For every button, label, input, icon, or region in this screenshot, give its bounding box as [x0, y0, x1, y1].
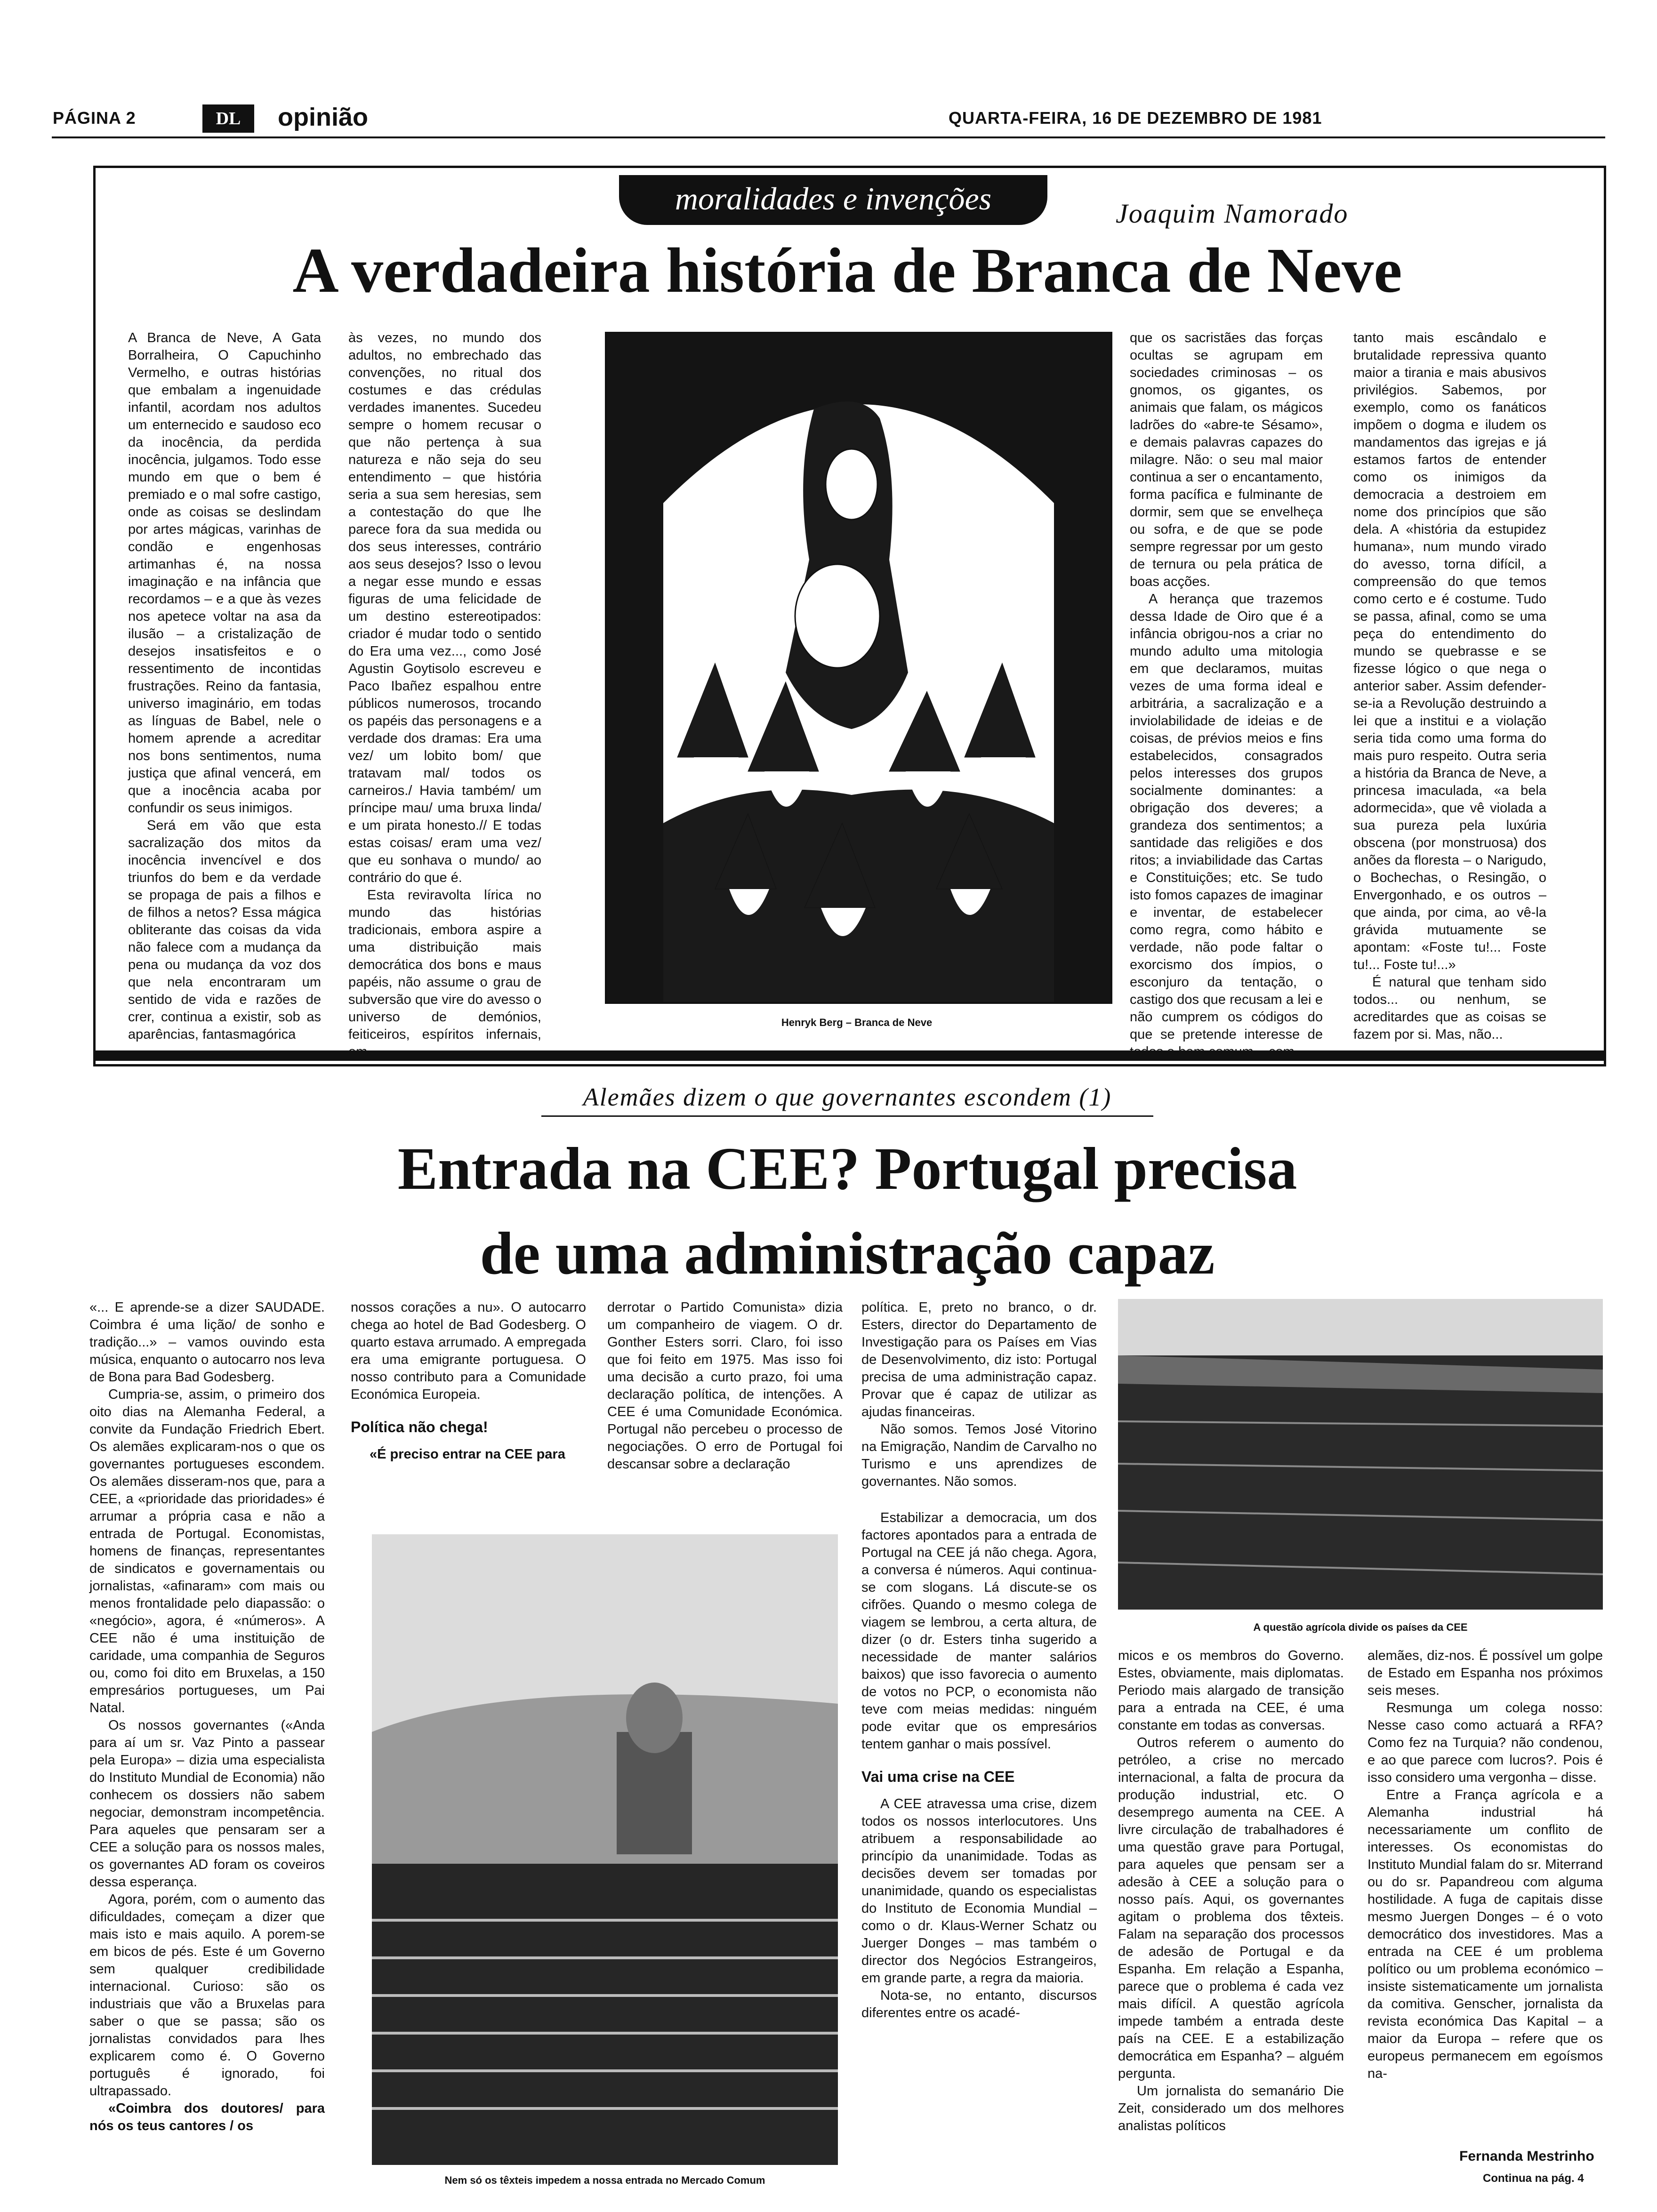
field-photo: [1118, 1299, 1603, 1610]
article2-col2: nossos corações a nu». O autocarro chega ao hotel de Bad Godesberg. O quarto estava arrumado. A empregada era uma emigrante portuguesa. O nosso contributo para a Comunidade Económica Europeia. Política não chega! «É preciso entrar na CEE para: [351, 1300, 586, 1462]
illustration-frame: [605, 332, 1112, 1004]
subhead-crise: Vai uma crise na CEE: [861, 1768, 1015, 1785]
continued-note: Continua na pág. 4: [1483, 2172, 1584, 2185]
subhead-politica: Política não chega!: [351, 1419, 488, 1435]
article-author: Joaquim Namorado: [1116, 198, 1349, 229]
article2-col6: alemães, diz-nos. É possível um golpe de Estado em Espanha nos próximos seis meses. Resmunga um colega nosso: Nesse caso como actuará a RFA? Como fez na Turquia? não condenou, e ao que parece com lucros?. Pois é isso considero uma vergonha – disse. Entre a França agrícola e a Alemanha industrial há necessariamente um conflito de interesses. Os economistas do Instituto Mundial falam do sr. Miterrand ou do sr. Papandreou com alguma hostilidade. A fuga de capitais disse mesmo Juergen Donges – é o voto democrático dos investidores. Mas a entrada na CEE é um problema político ou um problema económico – insiste sistematicamente um jornalista da comitiva. Genscher, jornalista da revista económica Das Kapital – a maior da Europa – refere que os europeus permanecem em egoísmos na-: [1367, 1648, 1603, 2081]
article1-col3: que os sacristães das forças ocultas se agrupam em sociedades criminosas – os gnomos, os gigantes, os animais que falam, os mágicos ladrões do «abre-te Sésamo», e demais palavras capazes do milagre. Não: o seu mal maior continua a ser o encantamento, forma pacífica e fulminante de dormir, sem que se envelheça ou sofra, e de que se pode sempre regressar por um gesto de ternura ou pela prática de boas acções. A herança que trazemos dessa Idade de Oiro que é a infância obrigou-nos a criar no mundo adulto uma mitologia em que declaramos, muitas vezes de uma forma ideal e arbitrária, a sacralização e a inviolabilidade de ideias e de coisas, de prévios meios e fins estabelecidos, consagrados pelos interesses dos grupos socialmente dominantes: a obrigação dos deveres; a grandeza dos sentimentos; a santidade das religiões e dos ritos; a inviabilidade das Cartas e Constituições; etc. Se tudo isto fomos capazes de imaginar e inventar, de estabelecer como regra, como hábito e verdade, não pode faltar o exorcismo dos ímpios, o esconjuro da tentação, o castigo dos que recusam a lei e não cumprem os códigos do que se pretende interesse de: [1130, 330, 1323, 1042]
article2-col5: micos e os membros do Governo. Estes, obviamente, mais diplomatas. Periodo mais alargado de transição para a entrada na CEE, é uma constante em todas as conversas. Outros referem o aumento do petróleo, a crise no mercado internacional, a falta de procura da produção industrial, etc. O desemprego aumenta na CEE. A livre circulação de trabalhadores é uma questão grave para Portugal, para aqueles que pensam ser a adesão à CEE a solução para o nosso país. Aqui, os governantes agitam o problema dos têxteis. Falam na separação dos processos de adesão de Portugal e da Espanha. Em relação a Espanha, parece que o problema é cada vez mais difícil. A questão agrícola impede também a entrada deste país na CEE. E a estabilização democrática em Espanha? – alguém pergunta. Um jornalista do semanário Die Zeit, considerado um dos melhores analistas políticos: [1118, 1648, 1344, 2133]
article2-col3: derrotar o Partido Comunista» dizia um companheiro de viagem. O dr. Gonther Esters sorri. Claro, foi isso que foi feito em 1975. Mas isso foi uma decisão a curto prazo, foi uma declaração política, de intenções. A CEE é uma Comunidade Económica. Portugal não percebeu o processo de negociações. O erro de Portugal foi descansar sobre a declaração: [607, 1300, 843, 1472]
article2-byline: Fernanda Mestrinho: [1459, 2148, 1594, 2164]
newspaper-logo: DL: [202, 104, 254, 133]
factory-photo: [372, 1534, 838, 2165]
article2-col1: «... E aprende-se a dizer SAUDADE. Coimbra é uma lição/ de sonho e tradição...» – vamos ouvindo esta música, enquanto o autocarro nos leva de Bona para Bad Godesberg. Cumpria-se, assim, o primeiro dos oito dias na Alemanha Federal, a convite da Fundação Friedrich Ebert. Os alemães explicaram-nos o que os governantes portugueses escondem. Os alemães disseram-nos que, para a CEE, a «prioridade das prioridades» é arrumar a própria casa e não a entrada de Portugal. Economistas, homens de finanças, representantes de sindicatos e governamentais ou jornalistas, «afinaram» com mais ou menos frontalidade pelo diapassão: o «negócio», agora, é «números». A CEE não é uma instituição de caridade, uma companhia de Seguros ou, como foi dito em Bruxelas, a 150 empresários portugueses, um Pai Natal. Os nossos governantes («Anda para aí um sr. Vaz Pinto a passear pela Europa» – dizia uma especialista do Instituto Mundial de Economia) não conhecem os dossiers não sabem negociar, demonstram incompetência. Para aqueles que pensaram ser a CEE a solução para os nossos males, os governantes AD foram os coveiros dessa esperança. Agora, porém, com o aumento das dificuldades, começam a dizer que mais isto e mais aquilo. A porem-se em bicos de pés. Este é um Governo sem qualquer credibilidade internacional. Curioso: são os industriais que vão a Bruxelas para saber o que se passa; são os jornalistas convidados para lhes explicarem como é. O Governo português é ignorado, foi ultrapassado. «Coimbra dos doutores/ para nós os teus cantores / os: [89, 1300, 325, 2133]
article2-kicker: Alemães dizem o que governantes escondem (1): [541, 1082, 1153, 1117]
page-number: PÁGINA 2: [53, 108, 136, 128]
field-photo-image: [1118, 1299, 1603, 1610]
article2-headline-line1: Entrada na CEE? Portugal precisa: [397, 1135, 1297, 1202]
article2-headline-line2: de uma administração capaz: [480, 1220, 1215, 1287]
section-rule-thick: [93, 1050, 1606, 1061]
section-title: opinião: [278, 103, 368, 131]
article-headline: A verdadeira história de Branca de Neve: [292, 235, 1402, 306]
factory-photo-image: [372, 1534, 838, 2165]
column-banner: moralidades e invenções: [619, 175, 1047, 225]
article1-col4: tanto mais escândalo e brutalidade repressiva quanto maior a tirania e mais abusivos privilégios. Sabemos, por exemplo, como os fanáticos impõem o dogma e iludem os mandamentos das igrejas e já estamos fartos de entender como os inimigos da democracia a destroiem em nome dos princípios que são dela. A «história da estupidez humana», num mundo virado do avesso, torna difícil, a compreensão do que temos como certo e é costume. Tudo se passa, afinal, como se uma peça do entendimento do mundo se quebrasse e se fizesse lógico o que nega o anterior saber. Assim defender-se-ia a Revolução destruindo a lei que a institui e a violação seria tida como uma forma do mais puro respeito. Outra seria a história da Branca de Neve, a princesa imaculada, «a bela adormecida», que vê violada a sua pureza pela luxúria obscena (por monstruosa) dos anões da floresta – o Narigudo, o Bochechas, o Resingão, o Envergonhado, e os outros – que ainda, por cima, ao vê-la grávida mutuamente se apontam: «Foste tu!... Foste tu!... Foste tu!...» É natural que tenham sido todos... ou nenhum, se acreditardes que as coisas se fazem por si. Mas, não...: [1353, 330, 1546, 1042]
article2-col4: política. E, preto no branco, o dr. Esters, director do Departamento de Investigação para os Países em Vias de Desenvolvimento, diz isto: Portugal precisa de uma administração capaz. Provar que é capaz de utilizar as ajudas financeiras. Não somos. Temos José Vitorino na Emigração, Nandim de Carvalho no Turismo e uns aprendizes de governantes. Não somos. Estabilizar a democracia, um dos factores apontados para a entrada de Portugal na CEE já não chega. Agora, a conversa é números. Aqui continua-se com slogans. Lá discute-se os cifrões. Quando o mesmo colega de viagem se lembrou, a certa altura, de dizer (o dr. Esters tinha sugerido a necessidade de manter salários baixos) que isso favorecia o aumento de votos no PCP, o economista não teve com meias medidas: ninguém pode evitar que os empresários tentem ganhar o mais possível. Vai uma crise na CEE A CEE atravessa uma crise, dizem todos os nossos interlocutores. Uns atribuem a responsabilidade ao princípio da unanimidade. Todas as decisões devem ser tomadas por unanimidade, quando os especialistas do Instituto de Economia Mundial – como o dr. Klaus-Werner Schatz ou Juerger Donges – mas também o director dos Negócios Estrangeiros, em grande parte, a regra da maioria. Nota-se, no entanto, discursos diferentes entre os acadé-: [861, 1300, 1097, 2020]
article1-col1: A Branca de Neve, A Gata Borralheira, O Capuchinho Vermelho, e outras histórias que embalam a ingenuidade infantil, acordam nos adultos um enternecido e saudoso eco da inocência, da perdida inocência, julgamos. Todo esse mundo em que o bem é premiado e o mal sofre castigo, onde as coisas se deslindam por artes mágicas, varinhas de condão e engenhosas artimanhas é, na nossa imaginação e na infância que recordamos – e a que às vezes nos apetece voltar na asa da ilusão – a cristalização de desejos insatisfeitos e o ressentimento de incontidas frustrações. Reino da fantasia, universo imaginário, em todas as línguas de Babel, nele o homem aprende a acreditar nos bons sentimentos, numa justiça que afinal vencerá, em que a inocência acaba por confundir os seus inimigos. Será em vão que esta sacralização dos mitos da inocência invencível e dos triunfos do bem e da verdade se propaga de pais a filhos e de filhos a netos? Essa mágica obliterante das coisas da vida não falece com a mudança da pena ou mudança da voz dos que nela encontraram um sentido de vida e razões de crer, continua a existir, sob as aparências, fantasmagórica: [128, 330, 321, 1042]
issue-date: QUARTA-FEIRA, 16 DE DEZEMBRO DE 1981: [949, 108, 1322, 128]
article1-col2: às vezes, no mundo dos adultos, no embrechado das convenções, no ritual dos costumes e das crédulas verdades imanentes. Sucedeu sempre o homem recusar o que não pertença à sua natureza e não seja do seu entendimento – que história seria a sua sem heresias, sem a contestação do que lhe parece fora da sua medida ou dos seus interesses, contrário aos seus desejos? Isso o levou a negar esse mundo e essas figuras de uma felicidade de um destino estereotipados: criador é mudar todo o sentido do Era uma vez..., como José Agustin Goytisolo escreveu e Paco Ibañez espalhou entre públicos numerosos, trocando os papéis das personagens e a verdade dos dramas: Era uma vez/ um lobito bom/ que tratavam mal/ todos os carneiros./ Havia também/ um príncipe mau/ uma bruxa linda/ e um pirata honesto.// E todas estas coisas/ eram uma vez/ que eu sonhava o mundo/ ao contrário do que é. Esta reviravolta lírica no mundo das histórias tradicionais, embora aspire a uma distribuição mais democrática dos bons e maus papéis, não assume o grau de subversão que vire do avesso o universo de demónios, feiticeiros, espíritos infernais,: [348, 330, 541, 1042]
factory-photo-caption: Nem só os têxteis impedem a nossa entrada no Mercado Comum: [444, 2174, 765, 2186]
illustration-caption: Henryk Berg – Branca de Neve: [781, 1017, 933, 1028]
field-photo-caption: A questão agrícola divide os países da CEE: [1253, 1621, 1468, 1633]
snow-white-illustration: [607, 334, 1110, 1002]
header-rule: [52, 136, 1605, 138]
